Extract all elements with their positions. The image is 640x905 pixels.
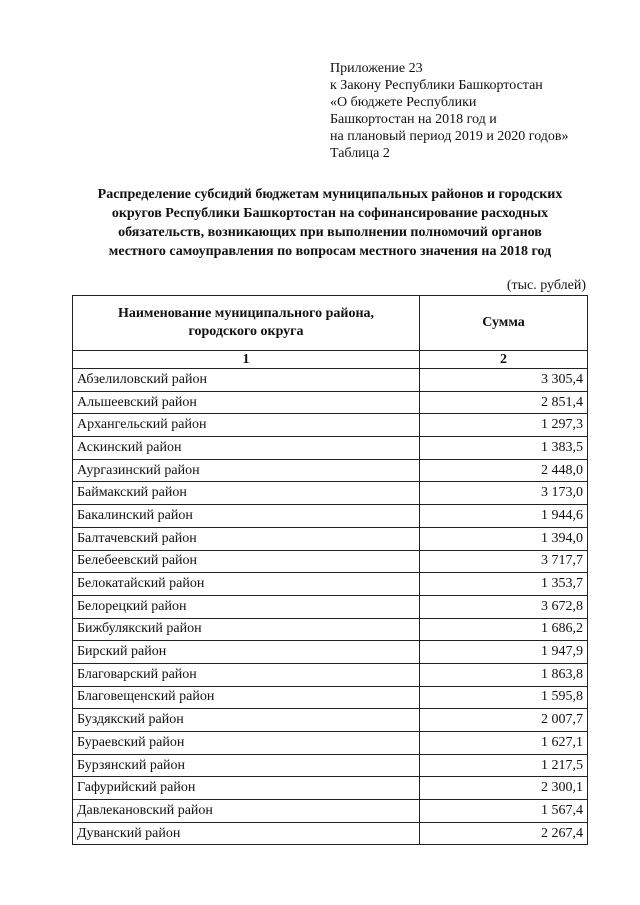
table-row bbox=[73, 391, 588, 414]
header-name-line: городского округа bbox=[188, 324, 304, 339]
subsidy-amount: 2 007,7 bbox=[420, 709, 588, 732]
appendix-line: к Закону Республики Башкортостан bbox=[330, 78, 543, 93]
subsidy-amount: 2 448,0 bbox=[420, 459, 588, 482]
appendix-line: «О бюджете Республики bbox=[330, 95, 477, 110]
table-row bbox=[73, 663, 588, 686]
district-name: Белебеевский район bbox=[73, 550, 420, 573]
subsidy-amount: 2 300,1 bbox=[420, 777, 588, 800]
subsidy-amount: 1 627,1 bbox=[420, 732, 588, 755]
table-row bbox=[73, 709, 588, 732]
subsidy-amount: 2 851,4 bbox=[420, 391, 588, 414]
district-name: Благовещенский район bbox=[73, 686, 420, 709]
table-row bbox=[73, 595, 588, 618]
table-row bbox=[73, 369, 588, 392]
table-header-row bbox=[73, 296, 588, 351]
subsidy-amount: 1 944,6 bbox=[420, 505, 588, 528]
table-row bbox=[73, 618, 588, 641]
table-row bbox=[73, 777, 588, 800]
appendix-line: Таблица 2 bbox=[330, 146, 390, 161]
subsidy-amount: 1 595,8 bbox=[420, 686, 588, 709]
district-name: Архангельский район bbox=[73, 414, 420, 437]
table-row bbox=[73, 732, 588, 755]
table-row bbox=[73, 414, 588, 437]
table-row bbox=[73, 641, 588, 664]
table-row bbox=[73, 505, 588, 528]
subsidy-amount: 3 672,8 bbox=[420, 595, 588, 618]
subsidy-amount: 1 297,3 bbox=[420, 414, 588, 437]
district-name: Благоварский район bbox=[73, 663, 420, 686]
table-body bbox=[73, 369, 588, 845]
district-name: Бирский район bbox=[73, 641, 420, 664]
table-row bbox=[73, 822, 588, 845]
subsidy-amount: 1 947,9 bbox=[420, 641, 588, 664]
district-name: Аскинский район bbox=[73, 437, 420, 460]
district-name: Белорецкий район bbox=[73, 595, 420, 618]
table-row bbox=[73, 550, 588, 573]
subsidy-amount: 1 567,4 bbox=[420, 800, 588, 823]
table-row bbox=[73, 800, 588, 823]
district-name: Гафурийский район bbox=[73, 777, 420, 800]
subsidy-amount: 1 383,5 bbox=[420, 437, 588, 460]
column-number: 2 bbox=[420, 351, 588, 369]
subsidy-amount: 3 717,7 bbox=[420, 550, 588, 573]
table-row bbox=[73, 754, 588, 777]
district-name: Буздякский район bbox=[73, 709, 420, 732]
title-line: округов Республики Башкортостан на софинансирование расходных bbox=[111, 206, 549, 221]
district-name: Белокатайский район bbox=[73, 573, 420, 596]
district-name: Бурзянский район bbox=[73, 754, 420, 777]
subsidy-amount: 3 173,0 bbox=[420, 482, 588, 505]
document-title bbox=[60, 185, 600, 261]
district-name: Бижбулякский район bbox=[73, 618, 420, 641]
district-name: Дуванский район bbox=[73, 822, 420, 845]
header-name bbox=[73, 296, 420, 351]
units-label: (тыс. рублей) bbox=[506, 278, 586, 293]
district-name: Абзелиловский район bbox=[73, 369, 420, 392]
subsidy-amount: 1 394,0 bbox=[420, 527, 588, 550]
title-line: местного самоуправления по вопросам местного значения на 2018 год bbox=[108, 244, 552, 259]
column-number-row bbox=[73, 351, 588, 369]
title-line: Распределение субсидий бюджетам муниципальных районов и городских bbox=[97, 187, 563, 202]
subsidy-amount: 1 217,5 bbox=[420, 754, 588, 777]
district-name: Балтачевский район bbox=[73, 527, 420, 550]
title-line: обязательств, возникающих при выполнении полномочий органов bbox=[118, 225, 542, 240]
subsidy-amount: 1 353,7 bbox=[420, 573, 588, 596]
table-row bbox=[73, 459, 588, 482]
appendix-line: Приложение 23 bbox=[330, 61, 423, 76]
subsidy-amount: 3 305,4 bbox=[420, 369, 588, 392]
appendix-block bbox=[330, 60, 569, 162]
appendix-line: Башкортостан на 2018 год и bbox=[330, 112, 497, 127]
table-row bbox=[73, 437, 588, 460]
district-name: Аургазинский район bbox=[73, 459, 420, 482]
subsidy-amount: 1 863,8 bbox=[420, 663, 588, 686]
subsidy-table bbox=[72, 295, 588, 845]
column-number: 1 bbox=[73, 351, 420, 369]
table-row bbox=[73, 527, 588, 550]
header-amount: Сумма bbox=[420, 296, 588, 351]
district-name: Бураевский район bbox=[73, 732, 420, 755]
district-name: Давлекановский район bbox=[73, 800, 420, 823]
district-name: Альшеевский район bbox=[73, 391, 420, 414]
table-row bbox=[73, 482, 588, 505]
table-row bbox=[73, 573, 588, 596]
table-row bbox=[73, 686, 588, 709]
subsidy-amount: 2 267,4 bbox=[420, 822, 588, 845]
appendix-line: на плановый период 2019 и 2020 годов» bbox=[330, 129, 569, 144]
district-name: Бакалинский район bbox=[73, 505, 420, 528]
district-name: Баймакский район bbox=[73, 482, 420, 505]
header-name-line: Наименование муниципального района, bbox=[117, 306, 375, 321]
subsidy-amount: 1 686,2 bbox=[420, 618, 588, 641]
